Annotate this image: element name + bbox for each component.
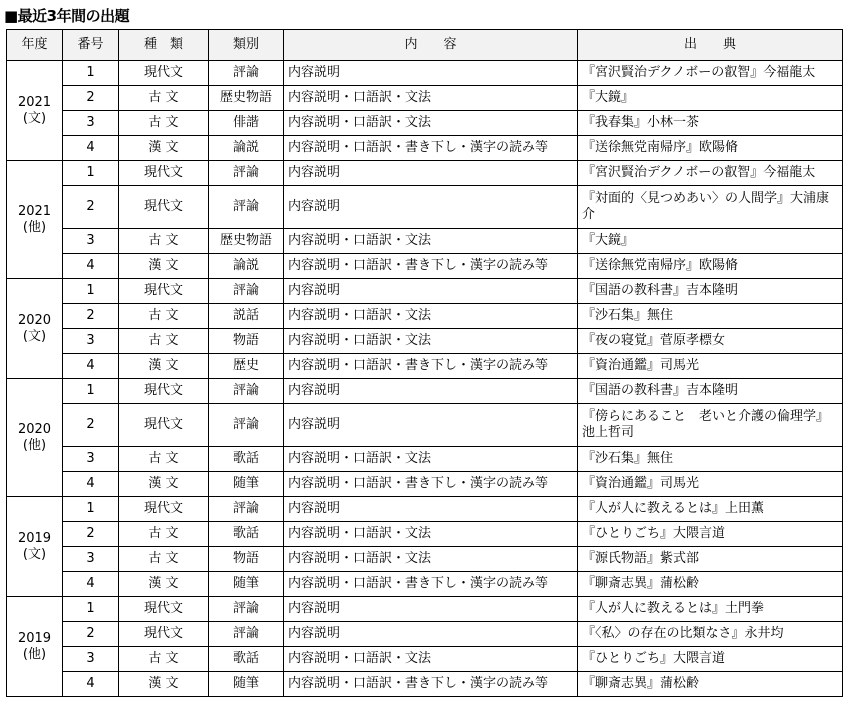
category-cell: 歴史物語	[209, 229, 284, 254]
year-label: 2021	[17, 203, 52, 219]
question-number-cell: 4	[63, 254, 119, 279]
content-cell: 内容説明	[284, 279, 578, 304]
question-number-cell: 2	[63, 186, 119, 229]
category-cell: 評論	[209, 379, 284, 404]
question-number-cell: 3	[63, 547, 119, 572]
year-division-label: (他)	[22, 219, 47, 235]
header-type: 種 類	[119, 30, 209, 61]
table-row	[7, 304, 843, 329]
category-cell: 歌話	[209, 522, 284, 547]
header-number: 番号	[63, 30, 119, 61]
source-cell: 『大鏡』	[578, 86, 843, 111]
source-cell: 『大鏡』	[578, 229, 843, 254]
header-row	[7, 30, 843, 61]
category-cell: 説話	[209, 304, 284, 329]
source-cell: 『聊斎志異』蒲松齢	[578, 672, 843, 697]
source-cell: 『人が人に教えるとは』上田薫	[578, 497, 843, 522]
category-cell: 評論	[209, 61, 284, 86]
content-cell: 内容説明・口語訳・書き下し・漢字の読み等	[284, 572, 578, 597]
category-cell: 随筆	[209, 472, 284, 497]
category-cell: 歴史	[209, 354, 284, 379]
content-cell: 内容説明・口語訳・文法	[284, 647, 578, 672]
table-row	[7, 161, 843, 186]
question-number-cell: 4	[63, 136, 119, 161]
table-row	[7, 547, 843, 572]
category-cell: 歴史物語	[209, 86, 284, 111]
content-cell: 内容説明・口語訳・文法	[284, 329, 578, 354]
table-row	[7, 597, 843, 622]
table-row	[7, 447, 843, 472]
question-type-cell: 現代文	[119, 497, 209, 522]
source-cell: 『送徐無党南帰序』欧陽脩	[578, 254, 843, 279]
header-source: 出 典	[578, 30, 843, 61]
year-label: 2020	[17, 312, 52, 328]
source-cell: 『ひとりごち』大隈言道	[578, 522, 843, 547]
content-cell: 内容説明・口語訳・書き下し・漢字の読み等	[284, 672, 578, 697]
year-label: 2020	[17, 421, 52, 437]
question-number-cell: 2	[63, 404, 119, 447]
question-number-cell: 4	[63, 354, 119, 379]
category-cell: 評論	[209, 497, 284, 522]
question-number-cell: 1	[63, 161, 119, 186]
question-number-cell: 3	[63, 647, 119, 672]
year-label: 2021	[17, 94, 52, 110]
year-label: 2019	[17, 630, 52, 646]
question-number-cell: 3	[63, 447, 119, 472]
question-type-cell: 漢 文	[119, 354, 209, 379]
question-type-cell: 古 文	[119, 111, 209, 136]
content-cell: 内容説明	[284, 597, 578, 622]
source-cell: 『対面的〈見つめあい〉の人間学』大浦康介	[578, 186, 843, 229]
category-cell: 物語	[209, 547, 284, 572]
source-cell: 『国語の教科書』吉本隆明	[578, 379, 843, 404]
table-row	[7, 522, 843, 547]
source-cell: 『源氏物語』紫式部	[578, 547, 843, 572]
question-type-cell: 漢 文	[119, 472, 209, 497]
table-row	[7, 647, 843, 672]
question-type-cell: 古 文	[119, 86, 209, 111]
table-row	[7, 111, 843, 136]
question-number-cell: 1	[63, 279, 119, 304]
source-cell: 『国語の教科書』吉本隆明	[578, 279, 843, 304]
content-cell: 内容説明・口語訳・文法	[284, 547, 578, 572]
question-number-cell: 1	[63, 379, 119, 404]
year-division-label: (他)	[22, 437, 47, 453]
year-cell	[7, 279, 63, 379]
category-cell: 随筆	[209, 572, 284, 597]
header-content: 内 容	[284, 30, 578, 61]
question-number-cell: 4	[63, 572, 119, 597]
source-cell: 『〈私〉の存在の比類なさ』永井均	[578, 622, 843, 647]
table-body	[7, 61, 843, 697]
question-number-cell: 1	[63, 61, 119, 86]
year-division-label: (文)	[22, 546, 47, 562]
question-number-cell: 2	[63, 86, 119, 111]
year-cell	[7, 497, 63, 597]
category-cell: 評論	[209, 597, 284, 622]
content-cell: 内容説明	[284, 61, 578, 86]
source-cell: 『人が人に教えるとは』土門拳	[578, 597, 843, 622]
question-number-cell: 2	[63, 304, 119, 329]
year-cell	[7, 597, 63, 697]
question-number-cell: 3	[63, 229, 119, 254]
table-row	[7, 379, 843, 404]
content-cell: 内容説明・口語訳・書き下し・漢字の読み等	[284, 254, 578, 279]
question-type-cell: 古 文	[119, 304, 209, 329]
category-cell: 物語	[209, 329, 284, 354]
content-cell: 内容説明	[284, 379, 578, 404]
table-row	[7, 254, 843, 279]
content-cell: 内容説明・口語訳・文法	[284, 522, 578, 547]
question-type-cell: 現代文	[119, 404, 209, 447]
question-type-cell: 現代文	[119, 161, 209, 186]
exam-table	[6, 29, 843, 697]
category-cell: 評論	[209, 186, 284, 229]
question-type-cell: 現代文	[119, 186, 209, 229]
table-row	[7, 672, 843, 697]
question-type-cell: 古 文	[119, 522, 209, 547]
table-row	[7, 472, 843, 497]
table-row	[7, 497, 843, 522]
table-row	[7, 279, 843, 304]
table-row	[7, 136, 843, 161]
content-cell: 内容説明・口語訳・文法	[284, 111, 578, 136]
source-cell: 『沙石集』無住	[578, 447, 843, 472]
source-cell: 『宮沢賢治デクノボーの叡智』今福龍太	[578, 161, 843, 186]
year-division-label: (文)	[22, 110, 47, 126]
table-row	[7, 622, 843, 647]
table-row	[7, 61, 843, 86]
question-number-cell: 1	[63, 497, 119, 522]
page-title: ■最近3年間の出題	[4, 7, 130, 25]
question-type-cell: 古 文	[119, 229, 209, 254]
category-cell: 俳諧	[209, 111, 284, 136]
question-number-cell: 3	[63, 111, 119, 136]
source-cell: 『送徐無党南帰序』欧陽脩	[578, 136, 843, 161]
table-row	[7, 354, 843, 379]
year-cell	[7, 161, 63, 279]
question-number-cell: 1	[63, 597, 119, 622]
content-cell: 内容説明・口語訳・書き下し・漢字の読み等	[284, 354, 578, 379]
category-cell: 論説	[209, 136, 284, 161]
question-type-cell: 現代文	[119, 61, 209, 86]
question-type-cell: 古 文	[119, 329, 209, 354]
content-cell: 内容説明	[284, 622, 578, 647]
header-category: 類別	[209, 30, 284, 61]
category-cell: 評論	[209, 279, 284, 304]
category-cell: 随筆	[209, 672, 284, 697]
source-cell: 『夜の寝覚』菅原孝標女	[578, 329, 843, 354]
category-cell: 論説	[209, 254, 284, 279]
header-year: 年度	[7, 30, 63, 61]
source-cell: 『ひとりごち』大隈言道	[578, 647, 843, 672]
content-cell: 内容説明	[284, 186, 578, 229]
question-type-cell: 現代文	[119, 622, 209, 647]
content-cell: 内容説明	[284, 497, 578, 522]
content-cell: 内容説明	[284, 404, 578, 447]
question-type-cell: 漢 文	[119, 136, 209, 161]
category-cell: 評論	[209, 622, 284, 647]
question-type-cell: 現代文	[119, 379, 209, 404]
question-number-cell: 2	[63, 622, 119, 647]
category-cell: 歌話	[209, 447, 284, 472]
source-cell: 『資治通鑑』司馬光	[578, 354, 843, 379]
content-cell: 内容説明・口語訳・書き下し・漢字の読み等	[284, 472, 578, 497]
year-cell	[7, 379, 63, 497]
question-type-cell: 古 文	[119, 547, 209, 572]
content-cell: 内容説明・口語訳・文法	[284, 86, 578, 111]
year-division-label: (他)	[22, 646, 47, 662]
question-type-cell: 漢 文	[119, 254, 209, 279]
content-cell: 内容説明・口語訳・文法	[284, 229, 578, 254]
content-cell: 内容説明	[284, 161, 578, 186]
category-cell: 評論	[209, 161, 284, 186]
question-number-cell: 3	[63, 329, 119, 354]
year-cell	[7, 61, 63, 161]
table-row	[7, 572, 843, 597]
source-cell: 『傍らにあること 老いと介護の倫理学』池上哲司	[578, 404, 843, 447]
source-cell: 『我春集』小林一茶	[578, 111, 843, 136]
year-division-label: (文)	[22, 328, 47, 344]
source-cell: 『資治通鑑』司馬光	[578, 472, 843, 497]
question-number-cell: 4	[63, 672, 119, 697]
source-cell: 『聊斎志異』蒲松齢	[578, 572, 843, 597]
category-cell: 評論	[209, 404, 284, 447]
question-type-cell: 漢 文	[119, 672, 209, 697]
question-number-cell: 4	[63, 472, 119, 497]
source-cell: 『沙石集』無住	[578, 304, 843, 329]
content-cell: 内容説明・口語訳・文法	[284, 304, 578, 329]
source-cell: 『宮沢賢治デクノボーの叡智』今福龍太	[578, 61, 843, 86]
table-row	[7, 186, 843, 229]
question-type-cell: 現代文	[119, 279, 209, 304]
question-type-cell: 古 文	[119, 447, 209, 472]
content-cell: 内容説明・口語訳・書き下し・漢字の読み等	[284, 136, 578, 161]
content-cell: 内容説明・口語訳・文法	[284, 447, 578, 472]
question-number-cell: 2	[63, 522, 119, 547]
question-type-cell: 漢 文	[119, 572, 209, 597]
table-row	[7, 404, 843, 447]
category-cell: 歌話	[209, 647, 284, 672]
table-row	[7, 86, 843, 111]
question-type-cell: 古 文	[119, 647, 209, 672]
question-type-cell: 現代文	[119, 597, 209, 622]
year-label: 2019	[17, 530, 52, 546]
table-row	[7, 229, 843, 254]
table-row	[7, 329, 843, 354]
